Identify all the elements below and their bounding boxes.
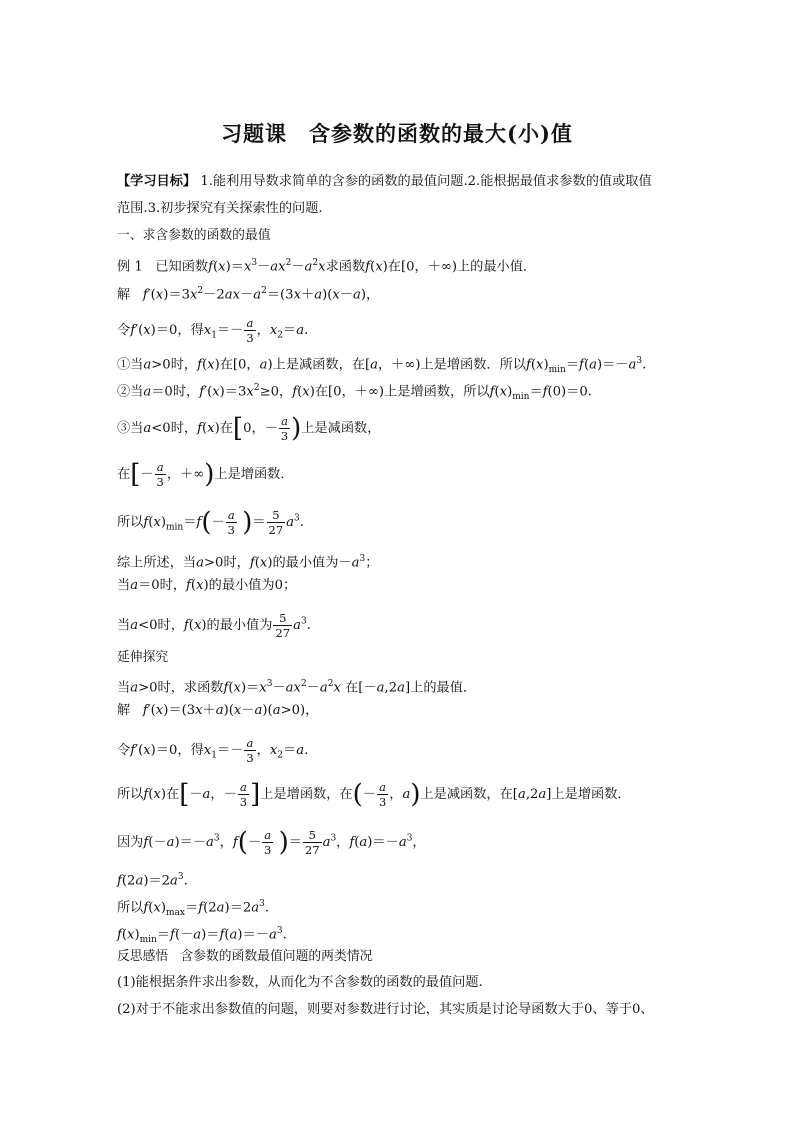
min-value-case-3: 所以$f(x)_{min}=f(-$ $\frac{a}{3}$ )＝ $\frac{5}{27}$ $a^3$. <box>117 507 304 538</box>
extension-problem: 当a>0时，求函数$f(x)=x^3-ax^2-a^2x$ 在[－a,2a]上的最值． <box>117 679 477 696</box>
section-heading: 一、求含参数的函数的最值 <box>117 228 271 243</box>
extension-roots: 令f′(x)＝0，得$x_1=-$ $\frac{a}{3}$ ，$x_2=a$. <box>117 736 309 765</box>
page-title: 习题课 含参数的函数的最大(小)值 <box>221 121 573 146</box>
extension-values: 因为$f(-a)=-a^3$，f(－ $\frac{a}{3}$ )＝ $\frac{5}{27}$ $a^3$，$f(a)=-a^3$， <box>117 827 426 858</box>
example-1-derivative: 解 $f'(x)=3x^2-2ax-a^2=(3x+a)(x-a)$， <box>117 286 380 303</box>
objectives-line-2: 范围.3.初步探究有关探索性的问题. <box>117 201 323 216</box>
extension-monotone: 所以f(x)在[－a，－ $\frac{a}{3}$ ]上是增函数，在(－ $\frac{a}{3}$ ，a)上是减函数，在[a,2a]上是增函数． <box>117 779 631 810</box>
objectives-line-1 <box>117 172 683 192</box>
reflection-title: 含参数的函数最值问题的两类情况 <box>180 949 373 964</box>
reflection-item-2: (2)对于不能求出参数值的问题，则要对参数进行讨论，其实质是讨论导函数大于0、等于0、 <box>117 1002 654 1017</box>
reflection-heading <box>117 947 683 967</box>
solution-label: 解 <box>117 287 131 303</box>
summary-2: 当a＝0时，f(x)的最小值为0； <box>117 578 297 593</box>
objectives-label: 【学习目标】 <box>117 174 197 189</box>
example-1-problem: 例 1 已知函数$f(x)=x^3-ax^2-a^2x$求函数f(x)在[0，＋∞)上的最小值． <box>117 258 537 275</box>
solution-label: 解 <box>117 703 131 718</box>
summary-1: 综上所述，当a>0时，f(x)的最小值为$-a^3$； <box>117 554 379 571</box>
extension-min: $f(x)_{min}=f(-a)=f(a)=-a^3$. <box>117 926 287 946</box>
objectives-text-1: 1.能利用导数求简单的含参的函数的最值问题.2.能根据最值求参数的值或取值 <box>200 174 652 189</box>
extension-f2a: $f(2a)=2a^3$. <box>117 872 188 889</box>
extension-max: 所以$f(x)_{max}=f(2a)=2a^3$. <box>117 899 270 919</box>
case-3-part-2: 在[－ $\frac{a}{3}$ ，＋∞)上是增函数． <box>117 459 294 490</box>
extension-derivative: 解 f′(x)＝(3x＋a)(x－a)(a>0)， <box>117 703 319 718</box>
reflection-label: 反思感悟 <box>117 949 169 964</box>
extension-heading: 延伸探究 <box>117 650 169 665</box>
summary-3: 当a<0时，f(x)的最小值为 $\frac{5}{27}$ $a^3$. <box>117 611 311 640</box>
fraction-a-over-3: $\frac{a}{3}$ <box>246 316 254 345</box>
case-1: ①当a>0时，f(x)在[0，a)上是减函数，在[a，＋∞)上是增函数．所以$f(x)_{min}=f(a)=-a^3$. <box>117 356 647 376</box>
case-3-part-1: ③当a<0时，f(x)在[0，－ $\frac{a}{3}$ )上是减函数， <box>117 413 381 444</box>
case-2: ②当a＝0时，$f'(x)=3x^2\ge 0$，f(x)在[0，＋∞)上是增函数，所以$f(x)_{min}=f(0)=0$. <box>117 383 592 403</box>
reflection-item-1: (1)能根据条件求出参数，从而化为不含参数的函数的最值问题. <box>117 975 483 990</box>
example-1-roots: 令f′(x)＝0，得$x_1=-$ $\frac{a}{3}$ ，$x_2=a$. <box>117 316 309 345</box>
example-label: 例 1 <box>117 259 143 275</box>
